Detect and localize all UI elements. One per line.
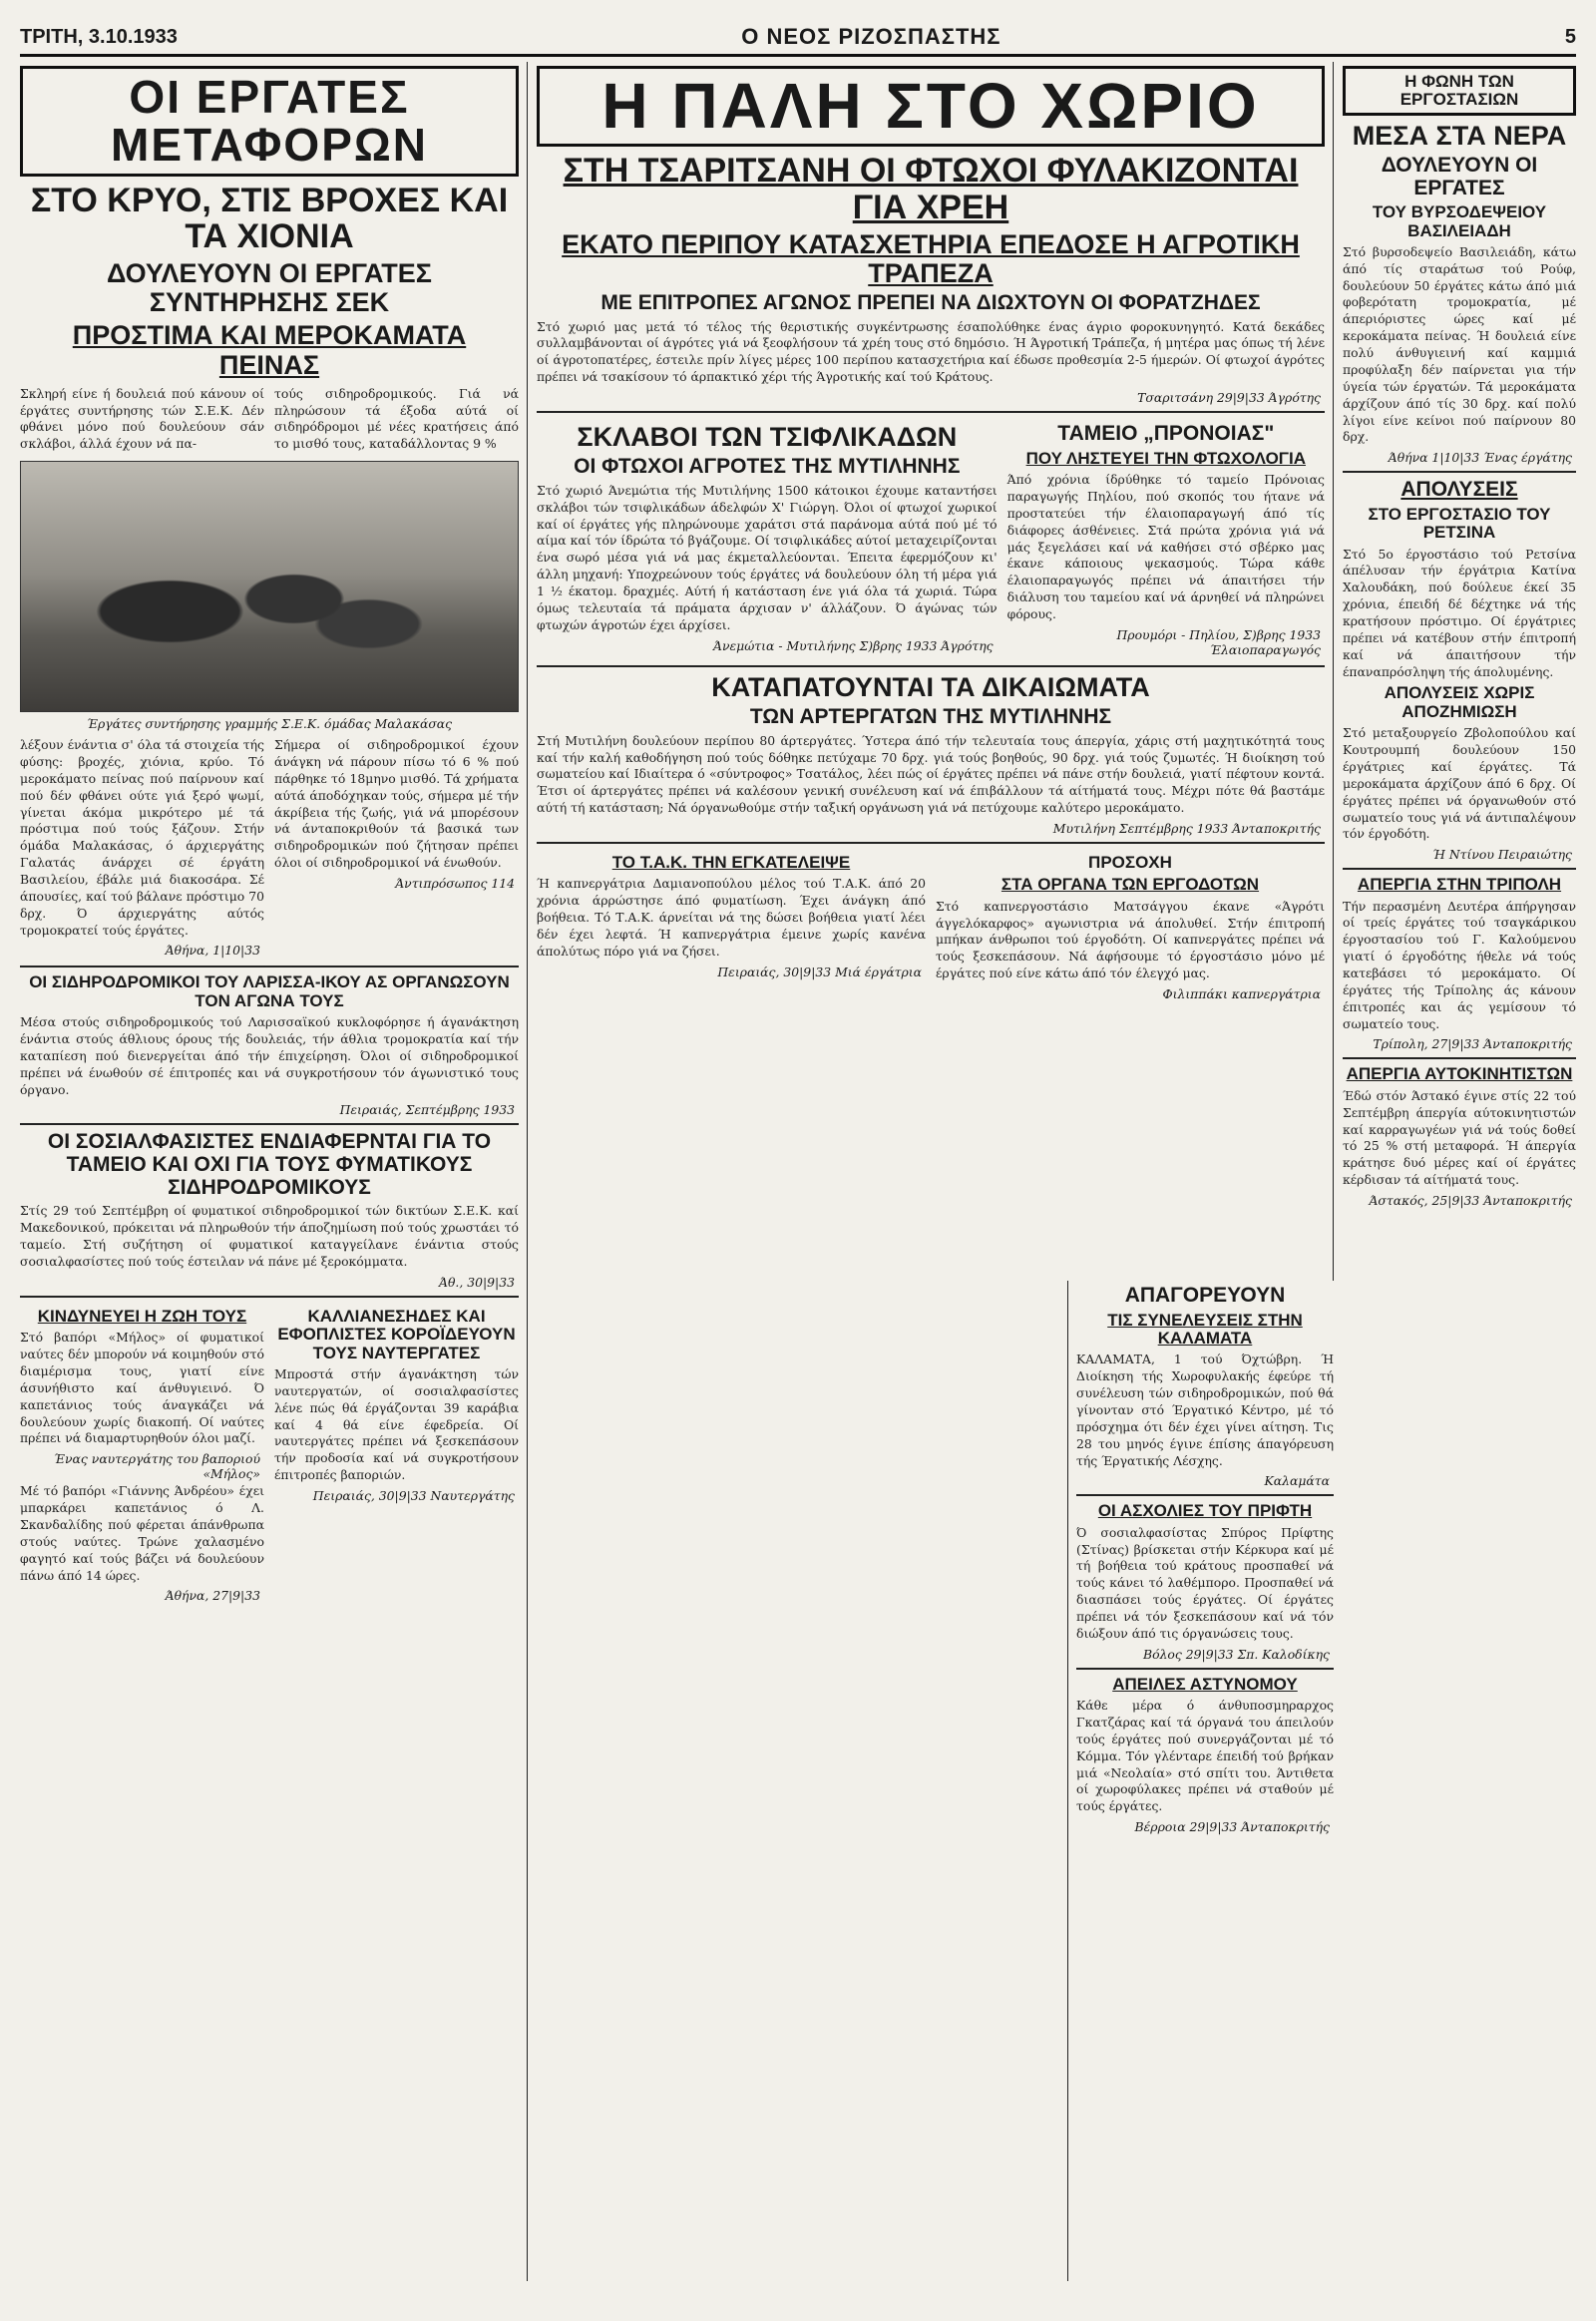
headline-police-threats: ΑΠΕΙΛΕΣ ΑΣΤΥΝΟΜΟΥ — [1112, 1674, 1298, 1694]
newspaper-title: Ο ΝΕΟΣ ΡΙΖΟΣΠΑΣΤΗΣ — [741, 24, 1001, 49]
headline-danger-life: ΚΙΝΔΥΝΕΥΕΙ Η ΖΩΗ ΤΟΥΣ — [37, 1306, 247, 1326]
headline-pronoia-fund: ΤΑΜΕΙΟ „ΠΡΟΝΟΙΑΣ" — [1057, 422, 1275, 446]
article-danger-body: Στό βαπόρι «Μήλος» οί φυματικοί ναύτες δέν μπορούν νά κοιμηθούν στό διαμέρισμα τους, γιατί είνε άσυνήθιστο καί άνθυγιεινό. Ό καπετάνιος τούς άναγκάζει νά δουλεύουν χωρίς διακοπή. Οί ναύτες πρέπει νά διαμαρτυρηθούν όλοι μαζί. — [20, 1330, 264, 1446]
article-bakers-signature: Μυτιλήνη Σεπτέμβρης 1933 Άνταποκριτής — [1052, 820, 1321, 836]
section-banner-village: Η ΠΑΛΗ ΣΤΟ ΧΩΡΙΟ — [537, 66, 1325, 147]
headline-social-fascists: ΟΙ ΣΟΣΙΑΛΦΑΣΙΣΤΕΣ ΕΝΔΙΑΦΕΡΝΤΑΙ ΓΙΑ ΤΟ ΤΑΜΕΙΟ ΚΑΙ ΟΧΙ ΓΙΑ ΤΟΥΣ ΦΥΜΑΤΙΚΟΥΣ ΣΙΔΗΡΟΔΡΟΜΙΚΟΥΣ — [47, 1130, 492, 1199]
headline-tannery: ΤΟΥ ΒΥΡΣΟΔΕΨΕΙΟΥ ΒΑΣΙΛΕΙΑΔΗ — [1372, 202, 1547, 240]
article-shipowners-signature: Πειραιάς, 30|9|33 Ναυτεργάτης — [312, 1487, 515, 1503]
article-agents-body: Στό καπνεργοστάσιο Ματσάγγου έκανε «Άγρότι άγγελόκαρφος» αγωνιστρια νά άπολυθεί. Στήν έπιτροπή μπήκαν άνθρωποι τού έργοδότη. Οί καπνεργάτες πρέπει νά τούς ξεσκεπάσουν. Νά άφήσουμε τό έργοστάσιο μόνο μέ έργάτες πού είνε κάτω άπό τόν έλεγχό μας. — [936, 898, 1325, 981]
article-tak-body: Ή καπνεργάτρια Δαμιανοπούλου μέλος τού Τ.Α.Κ. άπό 20 χρόνια άρρώστησε άπό φυματίωση. Έχει άνάγκη άπό βοήθεια. Τό Τ.Α.Κ. άρνείται νά της δώσει βοήθεια γιατί λέει δέν έχει λεφτά. Ή καπνεργάτρια έμεινε χωρίς κανένα άπολύτως πόρο γιά να ζήσει. — [537, 876, 926, 959]
page-number: 5 — [1564, 25, 1576, 48]
article-shipowners-body: Μπροστά στήν άγανάκτηση τών ναυτεργατών, οί σοσιαλφασίστες λένε πώς θά έργάζονται 39 καράβια καί 4 θά είνε έφεδρεία. Οί ναυτεργάτες πρέπει νά ξεσκεπάσουν τήν προδοσία καί νά συγκροτήσουν έπιτροπές βαποριών. — [274, 1365, 519, 1483]
column-transport-workers — [20, 62, 519, 2281]
article-tsaritsani-signature: Τσαριτσάνη 29|9|33 Άγρότης — [1137, 390, 1321, 406]
article-tripoli-signature: Τρίπολη, 27|9|33 Άνταποκριτής — [1373, 1036, 1572, 1052]
article-kalamata-signature: Καλαμάτα — [1264, 1473, 1330, 1489]
column-kalamata — [1067, 1281, 1334, 2281]
article-pronoia-body: Άπό χρόνια ίδρύθηκε τό ταμείο Πρόνοιας παραγωγής Πηλίου, πού σκοπός του ήτανε νά προστατεύει τήν έλαιοπαραγωγή άπό τίς διάφορες άσθένειες. Στά πρώτα χρόνια γιά νά μάς ξεγελάσει καί νά καθήσει στό σβέρκο μας έκανε κάποιους ψεκασμούς. Τώρα κάθε έλαιοπαραγωγός πρέπει νά άπαιτήσει τήν διάλυση του ταμείου καί νά άρνηθεί νά πληρώνει φόρους. — [1006, 472, 1325, 621]
article-danger-body-2: Μέ τό βαπόρι «Γιάννης Άνδρέου» έχει μπαρκάρει καπετάνιος ό Λ. Σκανδαλίδης πού φέρεται άπάνθρωπα στούς ναύτες. Τρώνε χαλασμένο φαγητό καί τούς βάζει νά δουλεύουν πάνω άπό 14 ώρες. — [20, 1483, 264, 1583]
headline-rights-trampled: ΚΑΤΑΠΑΤΟΥΝΤΑΙ ΤΑ ΔΙΚΑΙΩΜΑΤΑ — [711, 671, 1150, 702]
article-agents-signature: Φιλιππάκι καπνεργάτρια — [1162, 985, 1321, 1001]
headline-prifti: ΟΙ ΑΣΧΟΛΙΕΣ ΤΟΥ ΠΡΙΦΤΗ — [1097, 1501, 1313, 1521]
headline-larissa-railway: ΟΙ ΣΙΔΗΡΟΔΡΟΜΙΚΟΙ ΤΟΥ ΛΑΡΙΣΣΑ-ΙΚΟΥ ΑΣ ΟΡΓΑΝΩΣΟΥΝ ΤΟΝ ΑΓΩΝΑ ΤΟΥΣ — [29, 972, 510, 1010]
bottom-columns-2 — [537, 850, 1325, 1003]
headline-layoffs-no-compensation: ΑΠΟΛΥΣΕΙΣ ΧΩΡΙΣ ΑΠΟΖΗΜΙΩΣΗ — [1384, 683, 1535, 721]
article-tannery-body: Στό βυρσοδεψείο Βασιλειάδη, κάτω άπό τίς σταράτωσ τού Ρούφ, δουλεύουν 50 έργάτες κάτω άπό μιά φοβερότατη τρομοκρατία, μέ άπεριόριστες ώρες καί μέ κεροκάματα πείνας. Ή δουλειά είνε πολύ άνθυγιεινή καί καμμιά προφύλαξη δέν παίρνεται για τήν ύγεία τών έργατών. Τά μεροκάματα άρχίζουν άπό τίς 30 δρχ. καί πολύ λίγοι είνε κείνοι πού παίρνουν 80 δρχ. — [1343, 243, 1576, 445]
headline-layoffs: ΑΠΟΛΥΣΕΙΣ — [1400, 478, 1518, 502]
headline-shipowners: ΚΑΛΛΙΑΝΕΣΗΔΕΣ ΚΑΙ ΕΦΟΠΛΙΣΤΕΣ ΚΟΡΟΪΔΕΥΟΥΝ ΤΟΥΣ ΝΑΥΤΕΡΓΑΤΕΣ — [277, 1306, 516, 1362]
section-banner-transport: ΟΙ ΕΡΓΑΤΕΣ ΜΕΤΑΦΟΡΩΝ — [20, 66, 519, 177]
article-kalamata-body: ΚΑΛΑΜΑΤΑ, 1 τού Όχτώβρη. Ή Διοίκηση τής Χωροφυλακής έφεύρε τή συνέλευση τών σιδηροδρομικών, πού θά γίνονταν στό Έργατικό Κέντρο, μέ τό πρόσχημα ότι δέν έχει γίνει αίτηση. Τις 28 του μηνός έγινε έπίσης άπαγόρευση τής Έργατικής Λέσχης. — [1076, 1352, 1334, 1468]
article-bakers-body: Στή Μυτιλήνη δουλεύουν περίπου 80 άρτεργάτες. Ύστερα άπό τήν τελευταία τους άπεργία, χάρις στή μαχητικότητά τους καί τήν καλή καθοδήγηση πού τούς δόθηκε πετύχαμε 70 δρχ. γιά τούς βοηθούς, 90 δρχ. γιά τούς ζυμωτές. Ή διοίκηση τού σωματείου καί Ιδιαίτερα ό «σύντροφος» Τσατάλος, λέει πώς οί έργάτες πρέπει νά πάνε στήν δουλειά, γιατί πέφτουν κοντά. Έτσι οί άρτεργάτες πρέπει νά καλέσουν γενική συνέλευση καί νά έπιβάλλουν τά αίτήματά τους. Μέχρι πότε θά βαστάμε αύτή τή κατάσταση; Νά όργανωθούμε στήν ταξική οργάνωση γιά νά πετύχουμε καλύτερο μεροκάματο. — [537, 732, 1325, 816]
article-larissa-body: Μέσα στούς σιδηροδρομικούς τού Λαρισσαϊκού κυκλοφόρησε ή άγανάκτηση ένάντια στούς άθλιους όρους τής δουλειάς, τήν άθλια τρομοκρατία καί τήν καταπίεση πού διενεργείται άπό τήν έπιχείρηση. Όλοι οί σιδηροδρομικοί πρέπει νά ένωθούν σέ έπιτροπές και νά συγκροτήσουν τόν άγωνιστικό τους όργανο. — [20, 1014, 519, 1097]
intro-columns — [20, 384, 519, 457]
article-police-signature: Βέρροια 29|9|33 Άνταποκριτής — [1134, 1819, 1330, 1835]
article-body: λέξουν ένάντια σ' όλα τά στοιχεία τής φύσης: βροχές, χιόνια, κρύο. Τό μεροκάματο πείνας πού παίρνουν καί πού δέν φθάνει ούτε γιά ξερό ψωμί, γίνεται άκόμα μικρότερο μέ τά πρόστιμα πού τούς ξάζουν. Στήν όμάδα Μαλακάσας, ό άρχιεργάτης Γαλατάς άνάρχει σέ έργάτη Βασιλείου, έβάλε μιά διακοσάρα. Σέ άπουσίες, καί τού βάλανε πρόστιμο 70 δρχ. Ό άρχιεργάτης αύτός τρομοκρατεί τούς έργάτες. — [20, 737, 264, 938]
article-drivers-body: Έδώ στόν Άστακό έγινε στίς 22 τού Σεπτέμβρη άπεργία αύτοκινητιστών καί καρραγωγέων γιά νά τούς δοθεί τό 25 % στή μεταφορά. Ή άπεργία κράτησε δυό μέρες καί οί έργάτες κέρδισαν τά αίτήματά τους. — [1343, 1087, 1576, 1188]
photo-maintenance-workers — [20, 461, 519, 712]
headline-strike-tripoli: ΑΠΕΡΓΙΑ ΣΤΗΝ ΤΡΙΠΟΛΗ — [1357, 875, 1562, 895]
headline-in-water: ΜΕΣΑ ΣΤΑ ΝΕΡΑ — [1352, 120, 1567, 151]
article-body-2: Σήμερα οί σιδηροδρομικοί έχουν άνάγκη νά πάρουν πίσω τό 6 % πού πάρθηκε τό 18μηνο μισθό. Τά χρήματα αύτά άποδόχηκαν τούς, σήμερα μέ τήν άκρίβεια τής ζωής, γιά νά μπορέσουν νά άνταποκριθούν τά βασικά των σιδηροδρομικών πού ζήτησαν πρέπει όλοι οί σιδηροδρομικοί νά ένωθούν. — [274, 737, 519, 871]
headline-assemblies-kalamata: ΤΙΣ ΣΥΝΕΛΕΥΣΕΙΣ ΣΤΗΝ ΚΑΛΑΜΑΤΑ — [1107, 1310, 1303, 1349]
article-tak-signature: Πειραιάς, 30|9|33 Μιά έργάτρια — [717, 964, 922, 979]
headline-mytilene-farmers: ΟΙ ΦΤΩΧΟΙ ΑΓΡΟΤΕΣ ΤΗΣ ΜΥΤΙΛΗΝΗΣ — [574, 455, 961, 479]
headline-tak-abandoned: ΤΟ Τ.Α.Κ. ΤΗΝ ΕΓΚΑΤΕΛΕΙΨΕ — [611, 852, 851, 872]
headline-retsina-factory: ΣΤΟ ΕΡΓΟΣΤΑΣΙΟ ΤΟΥ ΡΕΤΣΙΝΑ — [1368, 504, 1551, 543]
bottom-columns — [20, 1304, 519, 1606]
article-body-columns — [20, 735, 519, 960]
article-tripoli-body: Τήν περασμένη Δευτέρα άπήργησαν οί τρείς έργάτες τού τσαγκάρικου έργοστασίου τού Γ. Καλούμενου γιατί ό έργοδότης ήθελε νά τούς κατεβάσει τό μεροκάματο. Οί έργάτες τής Τρίπολης άς κάνουν έπιτροπές και άς γεμίσουν τό σωματείο τους. — [1343, 898, 1576, 1031]
article-silk-signature: Ή Ντίνου Πειραιώτης — [1432, 847, 1572, 863]
masthead — [20, 20, 1576, 57]
article-retsina-body: Στό 5ο έργοστάσιο τού Ρετσίνα άπέλυσαν τήν έργάτρια Κατίνα Χαλουδάκη, πού δούλευε έκεί 35 χρόνια, έπειδή δέ δέχτηκε νά τής κρατήσουν πρόστιμο. Οί έργάτριες πρέπει νά κατέβουν στήν έπιτροπή καί νά άπαιτήσουν τήν έπαναπρόσληψη τής άπολυμένης. — [1343, 546, 1576, 679]
photo-caption: Έργάτες συντήρησης γραμμής Σ.Ε.Κ. όμάδας Μαλακάσας — [86, 716, 453, 732]
headline-cold-rain: ΣΤΟ ΚΡΥΟ, ΣΤΙΣ ΒΡΟΧΕΣ ΚΑΙ ΤΑ ΧΙΟΝΙΑ — [30, 181, 509, 256]
article-intro-2: τούς σιδηροδρομικούς. Γιά νά πληρώσουν τά έξοδα αύτά οί σιδηρόδρομοι μέ νέες κρατήσεις άπό το μισθό τους, καταδάλλοντας 9 % — [274, 385, 519, 452]
article-drivers-signature: Άστακός, 25|9|33 Άνταποκριτής — [1369, 1192, 1572, 1208]
column-factories — [1343, 62, 1576, 2281]
issue-date: ΤΡΙΤΗ, 3.10.1933 — [20, 25, 178, 48]
headline-bakers-mytilene: ΤΩΝ ΑΡΤΕΡΓΑΤΩΝ ΤΗΣ ΜΥΤΙΛΗΝΗΣ — [749, 704, 1112, 728]
article-pronoia-signature: Προυμόρι - Πηλίου, Σ)βρης 1933 Έλαιοπαραγωγός — [1116, 626, 1321, 657]
article-police-body: Κάθε μέρα ό άνθυποσμηραρχος Γκατζάρας καί τά όργανά του άπειλούν τούς έργάτες πού συνεργάζονται μέ τό Κόμμα. Τόν γλένταρε έπειδή τού βρήκαν μιά «Νεολαία» στό σπίτι του. Άντιθετα οί χωροφύλακες πρέπει νά σταθούν μέ τούς έργάτες. — [1076, 1698, 1334, 1814]
headline-agricultural-bank: ΕΚΑΤΟ ΠΕΡΙΠΟΥ ΚΑΤΑΣΧΕΤΗΡΙΑ ΕΠΕΔΟΣΕ Η ΑΓΡΟΤΙΚΗ ΤΡΑΠΕΖΑ — [562, 228, 1300, 288]
headline-slaves-landlords: ΣΚΛΑΒΟΙ ΤΩΝ ΤΣΙΦΛΙΚΑΔΩΝ — [577, 422, 958, 453]
headline-employer-agents: ΣΤΑ ΟΡΓΑΝΑ ΤΩΝ ΕΡΓΟΔΟΤΩΝ — [1000, 875, 1260, 895]
headline-prohibit: ΑΠΑΓΟΡΕΥΟΥΝ — [1124, 1284, 1286, 1307]
article-tannery-signature: Άθήνα 1|10|33 Ένας έργάτης — [1388, 450, 1572, 466]
article-social-fascists-body: Στίς 29 τού Σεπτέμβρη οί φυματικοί σιδηροδρομικοί τών δικτύων Σ.Ε.Κ. καί Μακεδονικού, πρόκειται νά πληρωθούν τήν άποζημίωση πού τούς χρωστάει τό ταμείο. Στή συζήτηση οί φυματικοί καταγγείλανε ένάντια στούς σοσιαλφασίστες πού τούς έστειλαν νά πάνε μέ ξεροκόμματα. — [20, 1203, 519, 1270]
headline-fines-wages: ΠΡΟΣΤΙΜΑ ΚΑΙ ΜΕΡΟΚΑΜΑΤΑ ΠΕΙΝΑΣ — [72, 320, 467, 380]
article-prifti-signature: Βόλος 29|9|33 Σπ. Καλοδίκης — [1143, 1646, 1330, 1662]
section-banner-factories: Η ΦΩΝΗ ΤΩΝ ΕΡΓΟΣΤΑΣΙΩΝ — [1343, 66, 1576, 116]
article-prifti-body: Ό σοσιαλφασίστας Σπύρος Πρίφτης (Στίνας) βρίσκεται στήν Κέρκυρα καί μέ τή βοήθεια τού κράτους προσπαθεί νά τούς κάνει τό λαθέμπορο. Προσπαθεί νά διασπάσει τούς έργάτες. Οί έργάτες πρέπει νά τόν ξεσκεπάσουν καί νά τόν διώξουν άπό τις όργανώσεις τους. — [1076, 1524, 1334, 1641]
article-mytilene-signature: Άνεμώτια - Μυτιλήνης Σ)βρης 1933 Άγρότης — [713, 637, 994, 653]
article-signature-2: Άντιπρόσωπος 114 — [395, 875, 515, 891]
headline-attention: ΠΡΟΣΟΧΗ — [1088, 852, 1172, 872]
article-danger-signature-2: Άθήνα, 27|9|33 — [165, 1588, 260, 1604]
article-tsaritsani-body: Στό χωριό μας μετά τό τέλος τής θεριστικής συγκέντρωσης έσαπολύθηκε ένας άγριο φοροκυνηγητό. Κατά δεκάδες συλλαμβάνονται οί άγρότες γιά νά ξεοφλήσουν τά χρέη τους στό δημόσιο. Ή Άγροτική Τράπεζα, ή μητέρα μας όπως τή λένε οί άγροτοπατέρες, έστειλε πρίν λίγες μέρες 100 περίπου κατασχετήρια καί έδωσε προθεσμία 2-5 ήμερών. Οί φτωχοί άγρότες πρέπει νά τσακίσουν τό άρπακτικό χέρι τής Άγροτικής καί τού Κράτους. — [537, 318, 1325, 385]
article-larissa-signature: Πειραιάς, Σεπτέμβρης 1933 — [339, 1102, 515, 1118]
article-signature: Άθήνα, 1|10|33 — [165, 943, 260, 959]
article-intro: Σκληρή είνε ή δουλειά πού κάνουν οί έργάτες συντήρησης τών Σ.Ε.Κ. Δέν φθάνει μόνο πού δουλεύουν σάν σκλάβοι, άλλά έχουν νά πα- — [20, 385, 264, 452]
article-mytilene-body: Στό χωριό Άνεμώτια τής Μυτιλήνης 1500 κάτοικοι έχουμε καταντήσει σκλάβοι τών τσιφλικάδων άδελφών Χ' Γιώργη. Όλοι οί φτωχοί χωρικοί καί οί έργάτες γής πληρώνουμε χαράτσι στά παράνομα αύτά πού μέ τό αίμα καί τόν ίδρώτα τό βγάζουμε. Οί τσιφλικάδες αύτοί μεταχειρίζονται ένα σωρό μέσα γιά νά μας έκμεταλλεύονται. Έπειτα έφερμόζουν κι' άλλη μηχανή: Υποχρεώνουν τούς έργάτες νά δουλεύουν όλη τή μέρα γιά 1 ½ έκατομ. δραχμές. Αύτή ή κατάσταση ένε γιά όλα τά χωριά. Τώρα όμως τελευταία τά πράματα άρχισαν ν' άλλάζουν. Ό άγώνας τών φτωχών άγροτών έχει άρχίσει. — [537, 482, 998, 632]
headline-committees: ΜΕ ΕΠΙΤΡΟΠΕΣ ΑΓΩΝΟΣ ΠΡΕΠΕΙ ΝΑ ΔΙΩΧΤΟΥΝ ΟΙ ΦΟΡΑΤΖΗΔΕΣ — [600, 290, 1261, 314]
mid-columns — [537, 419, 1325, 659]
article-silk-body: Στό μεταξουργείο Ζβολοπούλου καί Κουτρουμπή δουλεύουν 150 έργάτριες καί έργάτες. Τά μεροκάματα άρχίζουν άπό 6 δρχ. Οί έργάτες πρέπει νά όργανωθούν στό σωματείο τους γιά νά άντιπαλέψουν τόν έργοδότη. — [1343, 725, 1576, 842]
headline-workers-work: ΔΟΥΛΕΥΟΥΝ ΟΙ ΕΡΓΑΤΕΣ — [1381, 153, 1538, 199]
headline-maintenance-workers: ΔΟΥΛΕΥΟΥΝ ΟΙ ΕΡΓΑΤΕΣ ΣΥΝΤΗΡΗΣΗΣ ΣΕΚ — [106, 258, 433, 318]
article-social-fascists-signature: Άθ., 30|9|33 — [439, 1274, 515, 1290]
article-danger-signature: Ένας ναυτεργάτης του βαποριού «Μήλος» — [53, 1451, 260, 1482]
headline-tsaritsani: ΣΤΗ ΤΣΑΡΙΤΣΑΝΗ ΟΙ ΦΤΩΧΟΙ ΦΥΛΑΚΙΖΟΝΤΑΙ ΓΙΑ ΧΡΕΗ — [563, 152, 1299, 226]
headline-drivers-strike: ΑΠΕΡΓΙΑ ΑΥΤΟΚΙΝΗΤΙΣΤΩΝ — [1346, 1064, 1573, 1084]
headline-robs-poor: ΠΟΥ ΛΗΣΤΕΥΕΙ ΤΗΝ ΦΤΩΧΟΛΟΓΙΑ — [1025, 448, 1307, 468]
